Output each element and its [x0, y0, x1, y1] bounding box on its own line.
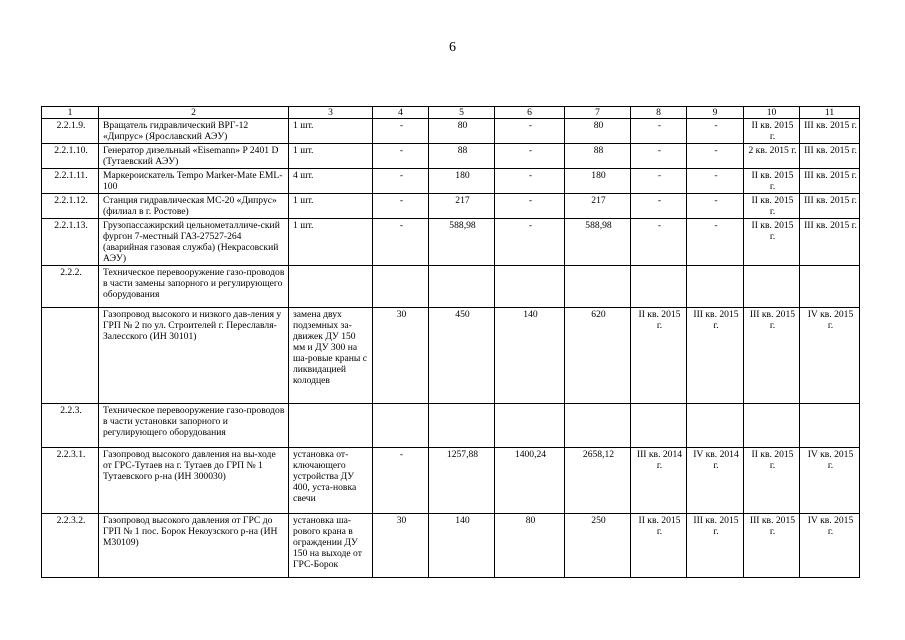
col-7-cell: 620: [565, 308, 631, 404]
item-name-cell: Станция гидравлическая МС-20 «Дипрус» (филиал в г. Ростове): [99, 194, 289, 219]
col-5-cell: 217: [429, 194, 495, 219]
col-7-cell: [565, 266, 631, 308]
col-7-cell: 88: [565, 144, 631, 169]
col-4-cell: -: [373, 448, 429, 514]
col-6-cell: -: [495, 169, 565, 194]
col-8-cell: -: [631, 144, 687, 169]
work-description-cell: 1 шт.: [289, 144, 373, 169]
column-number: 5: [429, 107, 495, 119]
table-row: [42, 308, 860, 404]
col-9-cell: IV кв. 2014 г.: [687, 448, 744, 514]
col-10-cell: [744, 266, 800, 308]
table-row: [42, 514, 860, 578]
item-number-cell: 2.2.1.12.: [42, 194, 99, 219]
col-7-cell: [565, 404, 631, 448]
col-6-cell: [495, 266, 565, 308]
col-8-cell: -: [631, 194, 687, 219]
col-8-cell: -: [631, 119, 687, 144]
col-10-cell: [744, 404, 800, 448]
page-number: 6: [449, 40, 456, 55]
item-name-cell: Маркероискатель Tempo Marker-Mate EML-100: [99, 169, 289, 194]
col-10-cell: II кв. 2015 г.: [744, 448, 800, 514]
item-name-cell: Газопровод высокого давления от ГРС до ГРП № 1 пос. Борок Некоузского р-на (ИН М30109): [99, 514, 289, 578]
table-row: [42, 119, 860, 144]
work-description-cell: 4 шт.: [289, 169, 373, 194]
work-description-cell: 1 шт.: [289, 194, 373, 219]
col-8-cell: -: [631, 169, 687, 194]
column-number: 10: [744, 107, 800, 119]
column-number: 9: [687, 107, 744, 119]
col-6-cell: 80: [495, 514, 565, 578]
item-name-cell: Генератор дизельный «Eisemann» P 2401 D (Тутаевский АЭУ): [99, 144, 289, 169]
col-5-cell: 88: [429, 144, 495, 169]
col-9-cell: [687, 266, 744, 308]
col-11-cell: IV кв. 2015 г.: [800, 514, 860, 578]
col-5-cell: [429, 266, 495, 308]
col-8-cell: -: [631, 219, 687, 266]
table-row: [42, 448, 860, 514]
col-8-cell: [631, 266, 687, 308]
col-9-cell: III кв. 2015 г.: [687, 308, 744, 404]
col-6-cell: 140: [495, 308, 565, 404]
col-9-cell: [687, 404, 744, 448]
col-8-cell: III кв. 2014 г.: [631, 448, 687, 514]
col-10-cell: II кв. 2015 г.: [744, 169, 800, 194]
work-description-cell: установка ша-рового крана в ограждении ДУ 150 на выходе от ГРС-Борок: [289, 514, 373, 578]
col-11-cell: [800, 404, 860, 448]
col-9-cell: -: [687, 194, 744, 219]
col-6-cell: -: [495, 119, 565, 144]
column-number: 1: [42, 107, 99, 119]
col-10-cell: II кв. 2015 г.: [744, 119, 800, 144]
col-10-cell: II кв. 2015 г.: [744, 219, 800, 266]
col-7-cell: 2658,12: [565, 448, 631, 514]
column-number: 7: [565, 107, 631, 119]
col-5-cell: 588,98: [429, 219, 495, 266]
item-number-cell: 2.2.1.9.: [42, 119, 99, 144]
work-description-cell: [289, 266, 373, 308]
col-4-cell: 30: [373, 308, 429, 404]
col-6-cell: [495, 404, 565, 448]
col-10-cell: III кв. 2015 г.: [744, 514, 800, 578]
col-4-cell: -: [373, 169, 429, 194]
col-9-cell: -: [687, 119, 744, 144]
col-4-cell: 30: [373, 514, 429, 578]
column-number-row: [42, 107, 860, 119]
col-10-cell: 2 кв. 2015 г.: [744, 144, 800, 169]
table-row: [42, 219, 860, 266]
column-number: 4: [373, 107, 429, 119]
col-8-cell: II кв. 2015 г.: [631, 514, 687, 578]
col-9-cell: -: [687, 169, 744, 194]
col-11-cell: III кв. 2015 г.: [800, 119, 860, 144]
col-7-cell: 180: [565, 169, 631, 194]
col-6-cell: -: [495, 144, 565, 169]
col-5-cell: 180: [429, 169, 495, 194]
col-7-cell: 80: [565, 119, 631, 144]
col-5-cell: 450: [429, 308, 495, 404]
col-11-cell: III кв. 2015 г.: [800, 144, 860, 169]
column-number: 3: [289, 107, 373, 119]
column-number: 11: [800, 107, 860, 119]
col-6-cell: -: [495, 194, 565, 219]
item-name-cell: Техническое перевооружение газо-проводов в части замены запорного и регулирующего оборудования: [99, 266, 289, 308]
col-10-cell: III кв. 2015 г.: [744, 308, 800, 404]
item-name-cell: Техническое перевооружение газо-проводов в части установки запорного и регулирующего оборудования: [99, 404, 289, 448]
item-name-cell: Газопровод высокого и низкого дав-ления у ГРП № 2 по ул. Строителей г. Переславля-Залесского (ИН 30101): [99, 308, 289, 404]
table-row: [42, 266, 860, 308]
col-9-cell: -: [687, 144, 744, 169]
work-description-cell: 1 шт.: [289, 219, 373, 266]
item-name-cell: Вращатель гидравлический ВРГ-12 «Дипрус» (Ярославский АЭУ): [99, 119, 289, 144]
col-4-cell: [373, 266, 429, 308]
item-name-cell: Газопровод высокого давления на вы-ходе от ГРС-Тутаев на г. Тутаев до ГРП № 1 Тутаевского р-на (ИН 300030): [99, 448, 289, 514]
item-name-cell: Грузопассажирский цельнометалличе-ский фургон 7-местный ГАЗ-27527-264 (аварийная газовая служба) (Некрасовский АЭУ): [99, 219, 289, 266]
table-row: [42, 169, 860, 194]
col-9-cell: III кв. 2015 г.: [687, 514, 744, 578]
table-row: [42, 194, 860, 219]
col-8-cell: II кв. 2015 г.: [631, 308, 687, 404]
item-number-cell: 2.2.3.1.: [42, 448, 99, 514]
col-5-cell: 80: [429, 119, 495, 144]
column-number: 8: [631, 107, 687, 119]
investment-table: [41, 106, 860, 578]
column-number: 6: [495, 107, 565, 119]
col-4-cell: -: [373, 119, 429, 144]
col-4-cell: -: [373, 194, 429, 219]
item-number-cell: 2.2.1.11.: [42, 169, 99, 194]
col-5-cell: 140: [429, 514, 495, 578]
work-description-cell: [289, 404, 373, 448]
item-number-cell: 2.2.2.: [42, 266, 99, 308]
col-7-cell: 217: [565, 194, 631, 219]
work-description-cell: установка от-ключающего устройства ДУ 400, уста-новка свечи: [289, 448, 373, 514]
table-row: [42, 144, 860, 169]
col-6-cell: 1400,24: [495, 448, 565, 514]
col-11-cell: III кв. 2015 г.: [800, 219, 860, 266]
table-row: [42, 404, 860, 448]
item-number-cell: 2.2.1.10.: [42, 144, 99, 169]
col-10-cell: II кв. 2015 г.: [744, 194, 800, 219]
col-4-cell: [373, 404, 429, 448]
work-description-cell: 1 шт.: [289, 119, 373, 144]
col-11-cell: IV кв. 2015 г.: [800, 308, 860, 404]
work-description-cell: замена двух подземных за-движек ДУ 150 мм и ДУ 300 на ша-ровые краны с ликвидацией колодцев: [289, 308, 373, 404]
col-11-cell: III кв. 2015 г.: [800, 194, 860, 219]
column-number: 2: [99, 107, 289, 119]
item-number-cell: 2.2.3.: [42, 404, 99, 448]
col-6-cell: -: [495, 219, 565, 266]
col-11-cell: IV кв. 2015 г.: [800, 448, 860, 514]
col-9-cell: -: [687, 219, 744, 266]
col-8-cell: [631, 404, 687, 448]
col-7-cell: 250: [565, 514, 631, 578]
item-number-cell: 2.2.3.2.: [42, 514, 99, 578]
col-4-cell: -: [373, 144, 429, 169]
col-11-cell: III кв. 2015 г.: [800, 169, 860, 194]
item-number-cell: 2.2.1.13.: [42, 219, 99, 266]
col-4-cell: -: [373, 219, 429, 266]
item-number-cell: [42, 308, 99, 404]
col-7-cell: 588,98: [565, 219, 631, 266]
col-5-cell: [429, 404, 495, 448]
col-5-cell: 1257,88: [429, 448, 495, 514]
col-11-cell: [800, 266, 860, 308]
